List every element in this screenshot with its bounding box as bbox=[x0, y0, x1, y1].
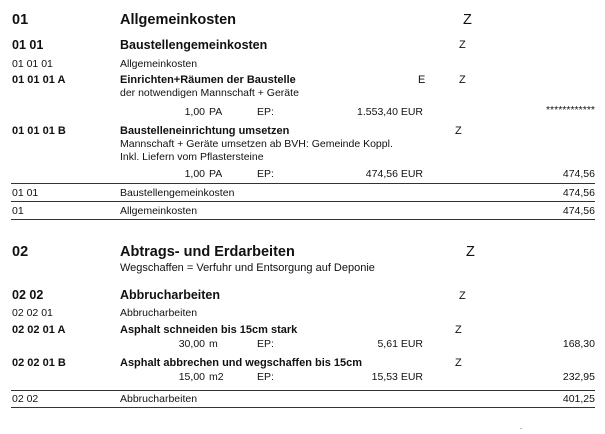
group-0101-code: 01 01 bbox=[12, 38, 44, 52]
section-01-title: Allgemeinkosten bbox=[120, 12, 237, 28]
section-02-subtitle: Wegschaffen = Verfuhr und Entsorgung auf Deponie bbox=[120, 262, 375, 274]
divider bbox=[11, 183, 595, 184]
group-0202-title: Abbrucharbeiten bbox=[120, 288, 221, 302]
subgroup-020201-code: 02 02 01 bbox=[12, 307, 53, 319]
item-description: Mannschaft + Geräte umsetzen ab BVH: Gemeinde Koppl. bbox=[120, 138, 393, 150]
group-0101-title: Baustellengemeinkosten bbox=[120, 38, 268, 52]
item-total: ************ bbox=[545, 104, 595, 116]
item-unit-price: 474,56 EUR bbox=[365, 168, 423, 180]
item-flag: Z bbox=[455, 125, 462, 137]
section-01-flag: Z bbox=[463, 12, 472, 28]
subgroup-010101-code: 01 01 01 bbox=[12, 58, 53, 70]
subgroup-020201-title: Abbrucharbeiten bbox=[120, 307, 198, 319]
item-description: der notwendigen Mannschaft + Geräte bbox=[120, 87, 299, 99]
item-code: 02 02 01 A bbox=[12, 324, 66, 336]
group-0202-flag: Z bbox=[459, 290, 466, 302]
item-unit: m bbox=[209, 338, 218, 350]
sum-label: Abbrucharbeiten bbox=[120, 393, 198, 405]
item-quantity: 15,00 bbox=[178, 371, 205, 383]
item-flag: Z bbox=[455, 357, 462, 369]
item-unit: m2 bbox=[209, 371, 224, 383]
item-quantity: 1,00 bbox=[184, 168, 205, 180]
sum-label: Allgemeinkosten bbox=[120, 205, 198, 217]
item-title: Asphalt abbrechen und wegschaffen bis 15cm bbox=[120, 357, 363, 369]
item-flag: Z bbox=[459, 74, 466, 86]
item-unit: PA bbox=[209, 168, 223, 180]
sum-code: 02 02 bbox=[12, 393, 39, 405]
section-01-code: 01 bbox=[12, 12, 29, 28]
item-ep-label: EP: bbox=[257, 168, 274, 180]
item-total: 474,56 bbox=[562, 168, 595, 180]
item-flag-e: E bbox=[418, 74, 426, 86]
item-ep-label: EP: bbox=[257, 338, 274, 350]
sum-label: Baustellengemeinkosten bbox=[120, 187, 235, 199]
divider bbox=[11, 390, 595, 391]
divider bbox=[11, 219, 595, 220]
sum-code: 01 bbox=[12, 205, 24, 217]
item-description: Inkl. Liefern vom Pflastersteine bbox=[120, 151, 264, 163]
item-title: Einrichten+Räumen der Baustelle bbox=[120, 74, 296, 86]
divider bbox=[11, 407, 595, 408]
item-code: 02 02 01 B bbox=[12, 357, 66, 369]
item-code: 01 01 01 A bbox=[12, 74, 66, 86]
scan-speck bbox=[520, 428, 522, 429]
sum-value: 401,25 bbox=[562, 393, 595, 405]
item-quantity: 1,00 bbox=[184, 106, 205, 118]
item-unit: PA bbox=[209, 106, 223, 118]
item-flag: Z bbox=[455, 324, 462, 336]
group-0202-code: 02 02 bbox=[12, 288, 44, 302]
divider bbox=[11, 201, 595, 202]
item-ep-label: EP: bbox=[257, 106, 274, 118]
item-title: Asphalt schneiden bis 15cm stark bbox=[120, 324, 298, 336]
item-ep-label: EP: bbox=[257, 371, 274, 383]
section-02-title: Abtrags- und Erdarbeiten bbox=[120, 244, 295, 260]
section-02-code: 02 bbox=[12, 244, 29, 260]
item-total: 232,95 bbox=[562, 371, 595, 383]
item-total: 168,30 bbox=[562, 338, 595, 350]
subgroup-010101-title: Allgemeinkosten bbox=[120, 58, 198, 70]
sum-value: 474,56 bbox=[562, 187, 595, 199]
item-unit-price: 5,61 EUR bbox=[377, 338, 423, 350]
sum-value: 474,56 bbox=[562, 205, 595, 217]
item-title: Baustelleneinrichtung umsetzen bbox=[120, 125, 290, 137]
section-02-flag: Z bbox=[466, 244, 475, 260]
item-unit-price: 15,53 EUR bbox=[371, 371, 423, 383]
group-0101-flag: Z bbox=[459, 39, 466, 51]
sum-code: 01 01 bbox=[12, 187, 39, 199]
item-code: 01 01 01 B bbox=[12, 125, 66, 137]
item-unit-price: 1.553,40 EUR bbox=[357, 106, 423, 118]
item-quantity: 30,00 bbox=[178, 338, 205, 350]
